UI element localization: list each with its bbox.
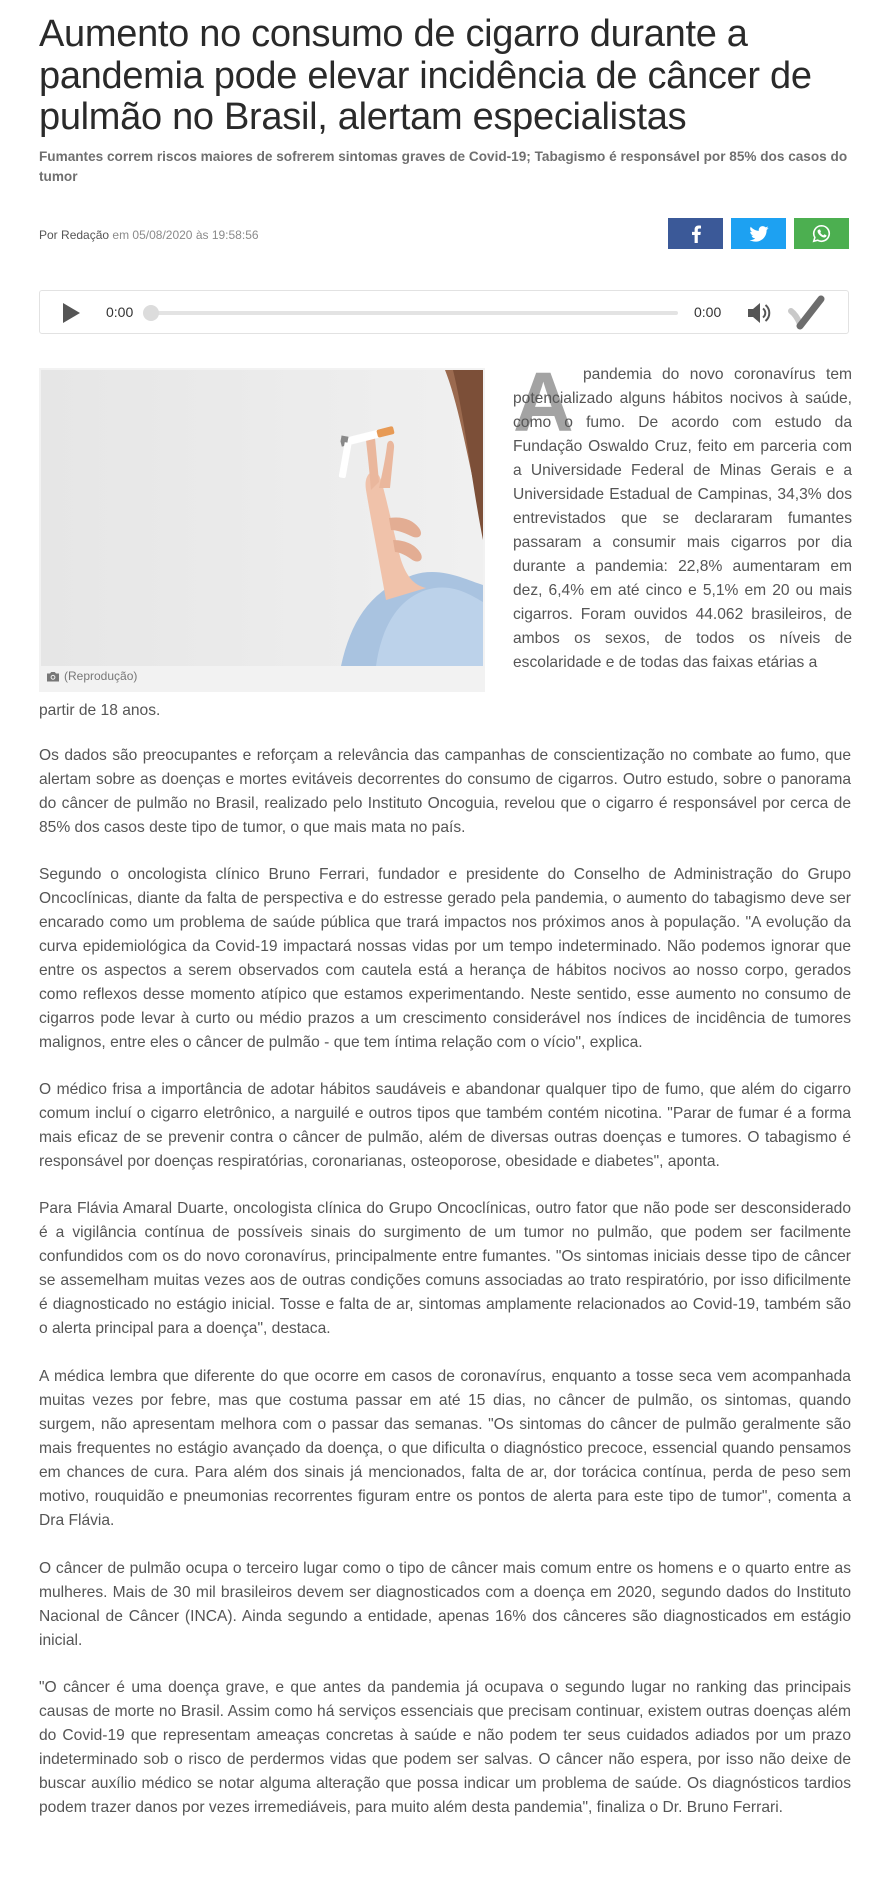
share-whatsapp-button[interactable] — [794, 218, 849, 249]
player-logo-icon — [788, 295, 826, 331]
volume-icon[interactable] — [746, 301, 772, 325]
body-paragraph: Segundo o oncologista clínico Bruno Ferrari, fundador e presidente do Conselho de Administração do Grupo Oncoclínicas, diante da falta de perspectiva e do estresse gerado pela pandemia, o aumento do tabagismo deve ser encarado como um problema de saúde pública que trará impactos nos próximos anos à população. "A evolução da curva epidemiológica da Covid-19 impactará nossas vidas por um tempo indeterminado. Não podemos ignorar que entre os aspectos a serem observados com cautela está a herança de hábitos nocivos ao nosso corpo, gerados como reflexos desse momento atípico que estamos experimentando. Neste sentido, esse aumento no consumo de cigarros pode levar à curto ou médio prazos a um crescimento considerável nos índices de incidência de tumores malignos, entre eles o câncer de pulmão - que tem íntima relação com o vício", explica. — [39, 866, 851, 1051]
twitter-icon — [749, 226, 769, 242]
share-facebook-button[interactable] — [668, 218, 723, 249]
drop-cap: A — [513, 355, 574, 449]
article-body — [39, 744, 851, 1843]
article-figure — [39, 368, 485, 692]
facebook-icon — [690, 225, 702, 243]
byline-prefix: Por — [39, 228, 58, 242]
body-paragraph: Para Flávia Amaral Duarte, oncologista clínica do Grupo Oncoclínicas, outro fator que não pode ser desconsiderado é a vigilância contínua de possíveis sinais do surgimento de um tumor no pulmão, que podem ser facilmente confundidos com os do novo coronavírus, principalmente entre fumantes. "Os sintomas iniciais desse tipo de câncer se assemelham muitas vezes aos de outras condições comuns associadas ao trato respiratório, por isso dificilmente é diagnosticado no estágio inicial. Tosse e falta de ar, sintomas amplamente relacionados ao Covid-19, também são o alerta principal para a doença", destaca. — [39, 1200, 851, 1337]
lead-paragraph-end: partir de 18 anos. — [39, 702, 161, 719]
byline-author[interactable]: Redação — [61, 228, 110, 242]
body-paragraph: Os dados são preocupantes e reforçam a relevância das campanhas de conscientização no combate ao fumo, que alertam sobre as doenças e mortes evitáveis decorrentes do consumo de cigarros. Outro estudo, sobre o panorama do câncer de pulmão no Brasil, realizado pelo Instituto Oncoguia, revelou que o cigarro é responsável por cerca de 85% dos casos deste tipo de tumor, o que mais mata no país. — [39, 747, 851, 836]
play-icon[interactable] — [61, 302, 81, 324]
byline-date: em 05/08/2020 às 19:58:56 — [112, 228, 259, 242]
article-headline: Aumento no consumo de cigarro durante a pandemia pode elevar incidência de câncer de pulmão no Brasil, alertam especialistas — [39, 13, 812, 138]
audio-seek-handle[interactable] — [143, 305, 159, 321]
body-paragraph: O médico frisa a importância de adotar hábitos saudáveis e abandonar qualquer tipo de fumo, que além do cigarro comum incluí o cigarro eletrônico, a narguilé e outros tipos que também contém nicotina. "Parar de fumar é a forma mais eficaz de se prevenir contra o câncer de pulmão, além de diversas outras doenças e tumores. O tabagismo é responsável por doenças respiratórias, coronarianas, osteoporose, obesidade e diabetes", aponta. — [39, 1081, 851, 1170]
lead-paragraph: pandemia do novo coronavírus tem potencializado alguns hábitos nocivos à saúde, como o fumo. De acordo com estudo da Fundação Oswaldo Cruz, feito em parceria com a Universidade Federal de Minas Gerais e a Universidade Estadual de Campinas, 34,3% dos entrevistados que se declararam fumantes passaram a consumir mais cigarros por dia durante a pandemia: 22,8% aumentaram em dez, 6,4% em até cinco e 5,1% em 20 ou mais cigarros. Foram ouvidos 44.062 brasileiros, de ambos os sexos, de todos os níveis de escolaridade e de todas das faixas etárias a — [513, 366, 852, 671]
figure-caption-text: (Reprodução) — [64, 669, 138, 683]
audio-duration: 0:00 — [694, 304, 722, 320]
audio-player — [39, 290, 849, 334]
byline — [39, 226, 259, 244]
whatsapp-icon — [812, 224, 831, 243]
audio-seek-bar[interactable] — [150, 311, 678, 315]
body-paragraph: "O câncer é uma doença grave, e que antes da pandemia já ocupava o segundo lugar no ranking das principais causas de morte no Brasil. Assim como há serviços essenciais que precisam continuar, existem outras doenças além do Covid-19 que representam ameaças concretas à saúde e não podem ter seus cuidados adiados por um prazo indeterminado sob o risco de perdermos vidas que podem ser salvas. O câncer não espera, por isso não deixe de buscar auxílio médico se notar alguma alteração que possa indicar um problema de saúde. Os diagnósticos tardios podem trazer danos por vezes irremediáveis, para muito além desta pandemia", finaliza o Dr. Bruno Ferrari. — [39, 1679, 851, 1816]
camera-icon — [46, 671, 60, 682]
figure-caption — [46, 669, 137, 683]
body-paragraph: A médica lembra que diferente do que ocorre em casos de coronavírus, enquanto a tosse seca vem acompanhada muitas vezes por febre, mas que costuma passar em até 15 dias, no câncer de pulmão, os sintomas, quando surgem, não apresentam melhora com o passar das semanas. "Os sintomas do câncer de pulmão geralmente são mais frequentes no estágio avançado da doença, o que dificulta o diagnóstico precoce, essencial quando pensamos em chances de cura. Para além dos sinais já mencionados, falta de ar, dor torácica contínua, perda de peso sem motivo, rouquidão e pneumonias recorrentes figuram entre os pontos de alerta para este tipo de tumor", comenta a Dra Flávia. — [39, 1368, 851, 1529]
share-twitter-button[interactable] — [731, 218, 786, 249]
article-photo — [41, 370, 483, 666]
audio-current-time: 0:00 — [106, 304, 134, 320]
body-paragraph: O câncer de pulmão ocupa o terceiro lugar como o tipo de câncer mais comum entre os homens e o quarto entre as mulheres. Mais de 30 mil brasileiros devem ser diagnosticados com a doença em 2020, segundo dados do Instituto Nacional de Câncer (INCA). Ainda segundo a entidade, apenas 16% dos cânceres são diagnosticados em estágio inicial. — [39, 1560, 851, 1649]
article-subtitle: Fumantes correm riscos maiores de sofrerem sintomas graves de Covid-19; Tabagismo é responsável por 85% dos casos do tumor — [39, 149, 848, 184]
